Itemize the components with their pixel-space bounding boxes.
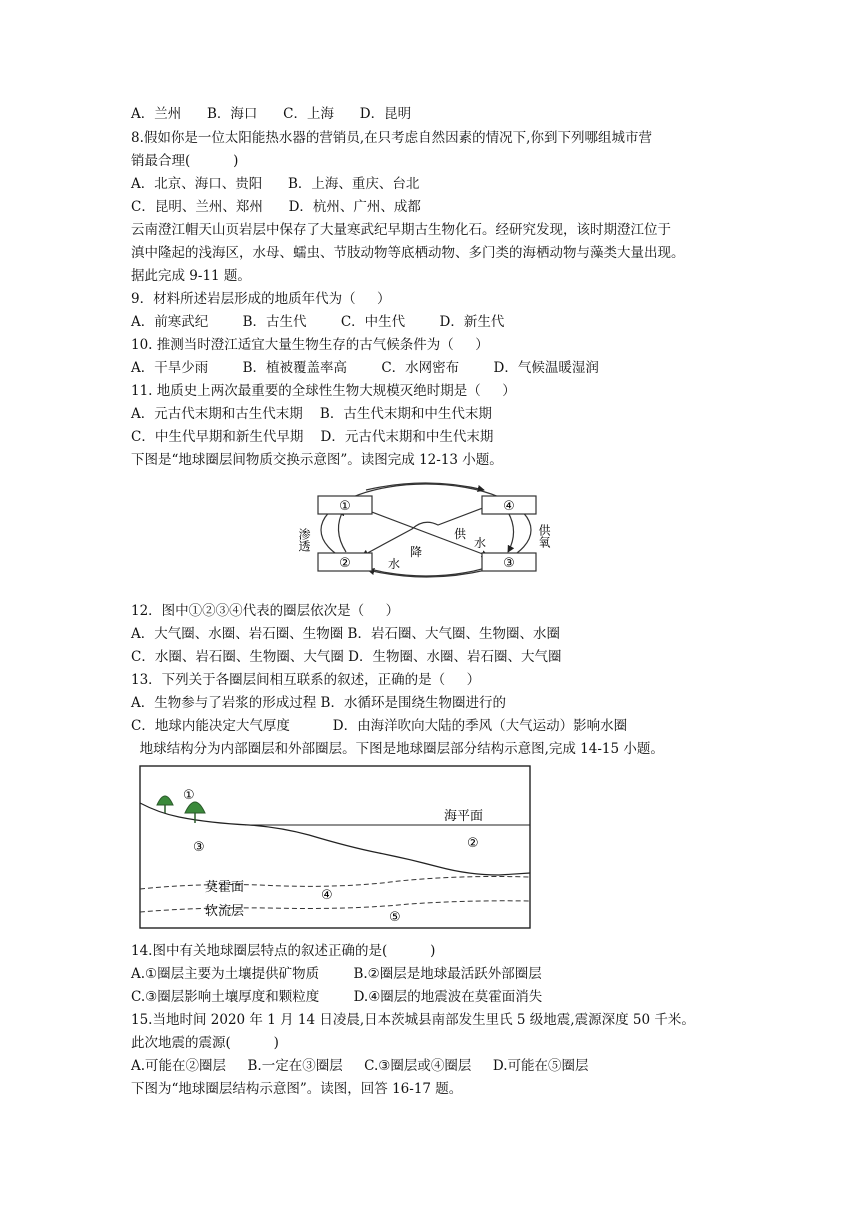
earth-sphere-structure-diagram bbox=[139, 765, 531, 929]
label-gongyang: 供氧 bbox=[537, 524, 551, 548]
passage-2: 滇中隆起的浅海区，水母、蠕虫、节肢动物等底栖动物、多门类的海栖动物与藻类大量出现。 bbox=[131, 245, 685, 261]
marker-2: ② bbox=[467, 836, 479, 851]
q15-stem-1: 15.当地时间 2020 年 1 月 14 日凌晨,日本茨城县南部发生里氏 5 级地震,震源深度 50 千米。 bbox=[131, 1012, 695, 1028]
q14-options-cd: C.③圈层影响土壤厚度和颗粒度 D.④圈层的地震波在莫霍面消失 bbox=[131, 989, 543, 1005]
moho-label: 莫霍面 bbox=[205, 880, 245, 895]
q9-options: A．前寒武纪 B．古生代 C．中生代 D．新生代 bbox=[131, 314, 505, 330]
arrow-left bbox=[338, 509, 346, 552]
q7-options: A．兰州 B．海口 C．上海 D．昆明 bbox=[131, 106, 412, 122]
asthenosphere-label: 软流层 bbox=[205, 904, 245, 919]
q15-stem-2: 此次地震的震源( ) bbox=[131, 1035, 279, 1051]
q8-stem-2: 销最合理( ) bbox=[131, 153, 239, 169]
marker-3: ③ bbox=[193, 840, 205, 855]
marker-4: ④ bbox=[321, 888, 333, 903]
box-2-label: ② bbox=[339, 556, 351, 571]
label-shui-2: 水 bbox=[388, 557, 401, 571]
q11-options-ab: A．元古代末期和古生代末期 B．古生代末期和中生代末期 bbox=[131, 406, 492, 422]
q13-options-cd: C．地球内能决定大气厚度 D．由海洋吹向大陆的季风（大气运动）影响水圈 bbox=[131, 718, 628, 734]
passage-1: 云南澄江帽天山页岩层中保存了大量寒武纪早期古生物化石。经研究发现，该时期澄江位于 bbox=[131, 222, 671, 238]
label-jiang: 降 bbox=[410, 545, 423, 559]
q9-stem: 9．材料所述岩层形成的地质年代为（ ） bbox=[131, 291, 391, 307]
q12-options-cd: C．水圈、岩石圈、生物圈、大气圈 D．生物圈、水圈、岩石圈、大气圈 bbox=[131, 649, 562, 665]
box-1-label: ① bbox=[339, 499, 351, 514]
box-3-label: ③ bbox=[503, 556, 515, 571]
q11-stem: 11. 地质史上两次最重要的全球性生物大规模灭绝时期是（ ） bbox=[131, 383, 516, 399]
label-gong: 供 bbox=[454, 527, 467, 541]
figure3-intro: 下图为“地球圈层结构示意图”。读图，回答 16-17 题。 bbox=[131, 1081, 463, 1097]
passage-3: 据此完成 9-11 题。 bbox=[131, 268, 251, 284]
q10-options: A．干旱少雨 B．植被覆盖率高 C．水网密布 D．气候温暖湿润 bbox=[131, 360, 599, 376]
q8-options-cd: C．昆明、兰州、郑州 D．杭州、广州、成都 bbox=[131, 199, 421, 215]
q15-options: A.可能在②圈层 B.一定在③圈层 C.③圈层或④圈层 D.可能在⑤圈层 bbox=[131, 1058, 589, 1074]
sea-level-label: 海平面 bbox=[444, 809, 484, 824]
figure1-intro: 下图是“地球圈层间物质交换示意图”。读图完成 12-13 小题。 bbox=[131, 452, 503, 468]
label-shentou: 渗透 bbox=[297, 528, 311, 552]
q13-options-ab: A．生物参与了岩浆的形成过程 B．水循环是围绕生物圈进行的 bbox=[131, 695, 506, 711]
q8-stem-1: 8.假如你是一位太阳能热水器的营销员,在只考虑自然因素的情况下,你到下列哪组城市营 bbox=[131, 130, 652, 146]
marker-5: ⑤ bbox=[389, 910, 401, 925]
q12-options-ab: A．大气圈、水圈、岩石圈、生物圈 B．岩石圈、大气圈、生物圈、水圈 bbox=[131, 626, 560, 642]
q14-options-ab: A.①圈层主要为土壤提供矿物质 B.②圈层是地球最活跃外部圈层 bbox=[131, 966, 542, 982]
q10-stem: 10. 推测当时澄江适宜大量生物生存的古气候条件为（ ） bbox=[131, 337, 489, 353]
arrow-right bbox=[506, 509, 514, 552]
q14-stem: 14.图中有关地球圈层特点的叙述正确的是( ) bbox=[131, 943, 436, 959]
box-4-label: ④ bbox=[503, 499, 515, 514]
marker-1: ① bbox=[183, 788, 195, 803]
sphere-exchange-diagram bbox=[296, 476, 556, 586]
label-shui-1: 水 bbox=[474, 536, 487, 550]
q8-options-ab: A．北京、海口、贵阳 B．上海、重庆、台北 bbox=[131, 176, 420, 192]
q11-options-cd: C．中生代早期和新生代早期 D．元古代末期和中生代末期 bbox=[131, 429, 494, 445]
q12-stem: 12．图中①②③④代表的圈层依次是（ ） bbox=[131, 603, 400, 619]
figure2-intro: 地球结构分为内部圈层和外部圈层。下图是地球圈层部分结构示意图,完成 14-15 小题。 bbox=[131, 741, 664, 757]
q13-stem: 13．下列关于各圈层间相互联系的叙述，正确的是（ ） bbox=[131, 672, 481, 688]
